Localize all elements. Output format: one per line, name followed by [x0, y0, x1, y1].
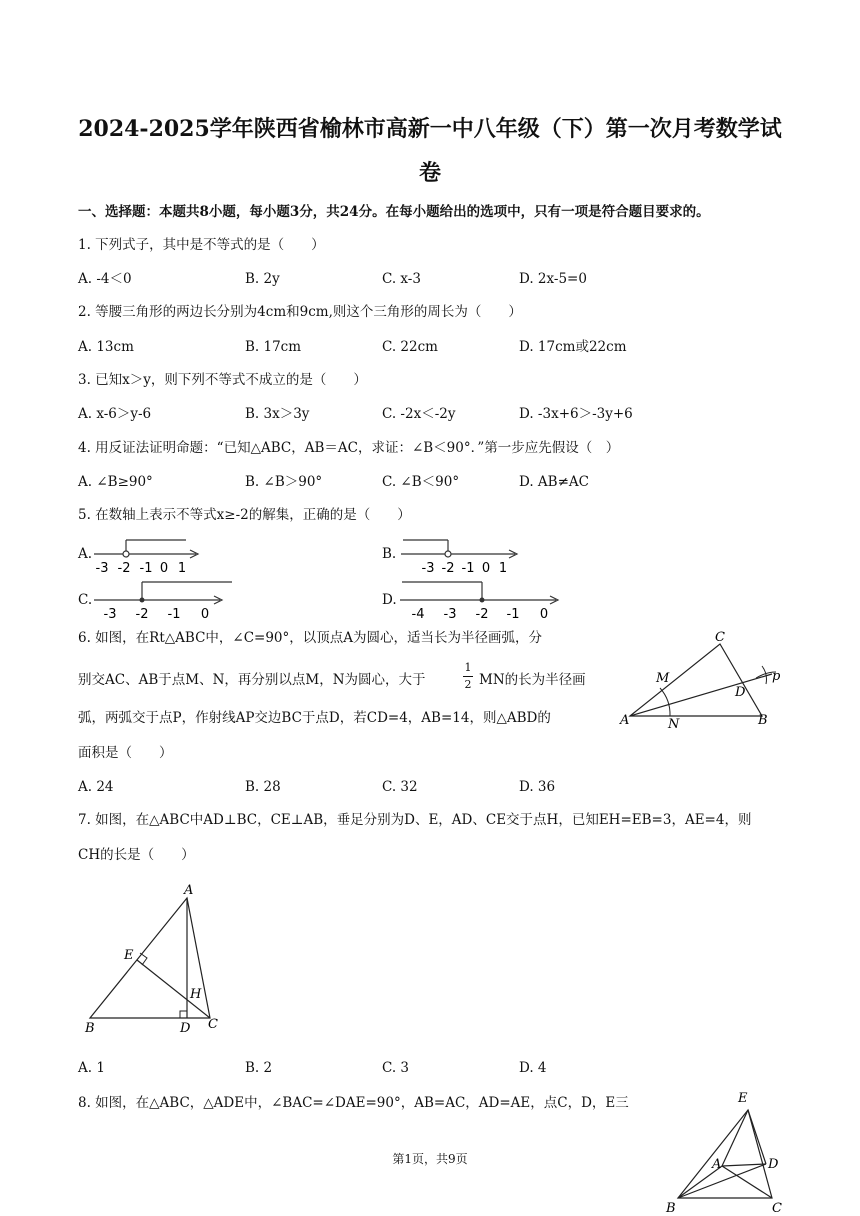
q1-option-c: C. x-3 — [382, 271, 421, 287]
q7-label-d: D — [180, 1021, 191, 1036]
title-line-1: 2024-2025学年陕西省榆林市高新一中八年级（下）第一次月考数学试 — [78, 116, 782, 142]
q5a-tick-5: 1 — [177, 561, 187, 574]
q2-options — [78, 338, 778, 356]
q2-option-b: B. 17cm — [245, 339, 302, 355]
q2-stem: 2. 等腰三角形的两边长分别为4cm和9cm,则这个三角形的周长为（ ） — [78, 304, 522, 320]
q6-label-b: B — [758, 713, 768, 728]
q6-fraction-bar — [463, 676, 473, 677]
q6-line-2a: 别交AC、AB于点M、N，再分别以点M，N为圆心，大于 — [78, 672, 426, 688]
q4-option-b: B. ∠B＞90° — [245, 474, 323, 490]
q5-label-a: A. — [78, 546, 93, 562]
q2-option-a: A. 13cm — [78, 339, 134, 355]
q7-label-e: E — [124, 948, 134, 963]
q8-line-1: 8. 如图，在△ABC，△ADE中，∠BAC=∠DAE=90°，AB=AC，AD=AE，点C，D，E三 — [78, 1095, 629, 1111]
q7-label-h: H — [190, 987, 202, 1002]
q5a-tick-2: -2 — [117, 561, 131, 574]
q5c-tick-1: -3 — [103, 607, 117, 620]
q6-label-p: p — [772, 669, 781, 684]
q8-label-d: D — [768, 1157, 779, 1172]
q5-numberline-b — [397, 534, 527, 574]
q5-numberline-a — [88, 534, 208, 574]
q4-option-a: A. ∠B≥90° — [78, 474, 153, 490]
q1-option-d: D. 2x-5=0 — [519, 271, 587, 287]
section-heading: 一、选择题：本题共8小题，每小题3分，共24分。在每小题给出的选项中，只有一项是符合题目要求的。 — [78, 204, 710, 220]
q6-label-d: D — [735, 685, 746, 700]
q3-option-c: C. -2x＜-2y — [382, 406, 456, 422]
q5d-tick-3: -2 — [475, 607, 489, 620]
q7-options — [78, 1059, 778, 1077]
q3-option-a: A. x-6＞y-6 — [78, 406, 152, 422]
q5-numberline-d — [398, 578, 568, 620]
q7-triangle-figure — [80, 878, 230, 1036]
q4-stem: 4. 用反证法证明命题：“已知△ABC，AB＝AC，求证：∠B＜90°．”第一步应先假设（ ） — [78, 440, 620, 456]
q4-option-c: C. ∠B＜90° — [382, 474, 460, 490]
q7-label-a: A — [184, 883, 194, 898]
q5-label-b: B. — [382, 546, 397, 562]
q8-label-b: B — [666, 1201, 676, 1216]
q1-options — [78, 270, 778, 288]
q5-label-d: D. — [382, 592, 397, 608]
q5d-tick-4: -1 — [506, 607, 520, 620]
q6-fraction-numerator: 1 — [464, 661, 472, 674]
q6-line-3: 弧，两弧交于点P，作射线AP交边BC于点D，若CD=4，AB=14，则△ABD的 — [78, 710, 551, 726]
q5a-tick-1: -3 — [95, 561, 109, 574]
q8-label-c: C — [772, 1201, 782, 1216]
q6-options — [78, 778, 778, 796]
q5b-tick-4: 0 — [481, 561, 491, 574]
q7-line-2: CH的长是（ ） — [78, 847, 195, 863]
q6-line-2b: MN的长为半径画 — [479, 672, 586, 688]
page-footer: 第1页，共9页 — [392, 1152, 468, 1166]
q8-label-a: A — [712, 1157, 722, 1172]
q6-label-n: N — [668, 717, 680, 732]
q7-label-c: C — [208, 1017, 218, 1032]
q5b-tick-5: 1 — [498, 561, 508, 574]
q6-line-4: 面积是（ ） — [78, 745, 173, 761]
q5a-tick-4: 0 — [159, 561, 169, 574]
q1-option-a: A. -4＜0 — [78, 271, 132, 287]
q2-option-d: D. 17cm或22cm — [519, 339, 627, 355]
q4-options — [78, 473, 778, 491]
q7-option-a: A. 1 — [78, 1060, 105, 1076]
q1-stem: 1. 下列式子，其中是不等式的是（ ） — [78, 237, 325, 253]
q5d-tick-2: -3 — [443, 607, 457, 620]
q6-option-b: B. 28 — [245, 779, 281, 795]
q5-label-c: C. — [78, 592, 93, 608]
q6-label-m: M — [656, 671, 670, 686]
q4-option-d: D. AB≠AC — [519, 474, 589, 490]
q2-option-c: C. 22cm — [382, 339, 438, 355]
q5d-tick-1: -4 — [411, 607, 425, 620]
q7-option-c: C. 3 — [382, 1060, 410, 1076]
q5-stem: 5. 在数轴上表示不等式x≥-2的解集，正确的是（ ） — [78, 507, 411, 523]
q5b-tick-2: -2 — [441, 561, 455, 574]
q3-options — [78, 405, 778, 423]
q3-option-d: D. -3x+6＞-3y+6 — [519, 406, 633, 422]
q7-option-d: D. 4 — [519, 1060, 547, 1076]
q6-triangle-figure — [612, 628, 812, 738]
q6-line-1: 6. 如图，在Rt△ABC中，∠C=90°，以顶点A为圆心，适当长为半径画弧，分 — [78, 630, 543, 646]
q1-option-b: B. 2y — [245, 271, 280, 287]
q5b-tick-1: -3 — [421, 561, 435, 574]
q5c-tick-4: 0 — [200, 607, 210, 620]
q7-label-b: B — [85, 1021, 95, 1036]
q3-stem: 3. 已知x＞y，则下列不等式不成立的是（ ） — [78, 372, 367, 388]
q5-numberline-c — [92, 578, 232, 620]
q5b-tick-3: -1 — [461, 561, 475, 574]
q5c-tick-2: -2 — [135, 607, 149, 620]
q5d-tick-5: 0 — [539, 607, 549, 620]
q6-option-c: C. 32 — [382, 779, 418, 795]
q6-option-d: D. 36 — [519, 779, 556, 795]
q7-option-b: B. 2 — [245, 1060, 273, 1076]
q3-option-b: B. 3x＞3y — [245, 406, 310, 422]
q6-label-a: A — [620, 713, 630, 728]
q5c-tick-3: -1 — [167, 607, 181, 620]
q8-label-e: E — [738, 1091, 748, 1106]
q7-line-1: 7. 如图，在△ABC中AD⊥BC，CE⊥AB，垂足分别为D、E，AD、CE交于点H，已知EH=EB=3，AE=4，则 — [78, 812, 752, 828]
title-line-2: 卷 — [418, 160, 441, 186]
q6-fraction-denominator: 2 — [464, 678, 472, 691]
q6-option-a: A. 24 — [78, 779, 114, 795]
q6-label-c: C — [715, 630, 725, 645]
q5a-tick-3: -1 — [139, 561, 153, 574]
